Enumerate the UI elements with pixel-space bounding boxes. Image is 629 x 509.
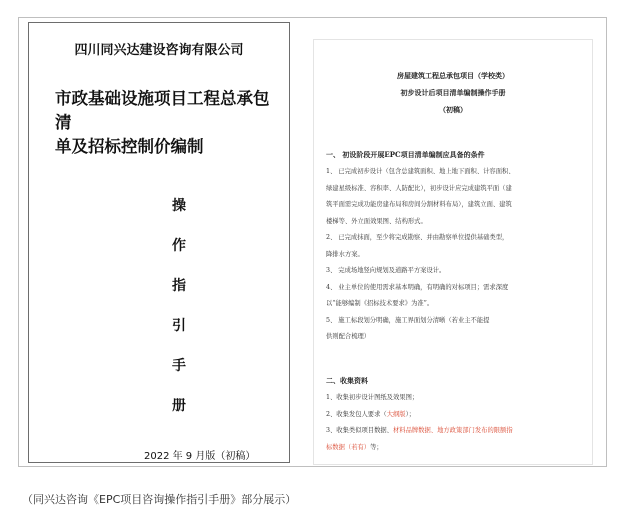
list-item: 3、 完成场地竖向规划及道路平方案设计。 [326, 267, 446, 274]
condition-list [326, 164, 586, 346]
list-item: 筑平面需完成功能房建布局和房间分割材料布局），建筑立面、建筑 [326, 201, 512, 208]
list-item: 以“能够编制《招标技术要求》为准”。 [326, 300, 434, 307]
list-item: 2、 已完成抹面，至少将完成勘察、并由勘察单位提供基础类型， [326, 234, 509, 241]
list-item [326, 440, 586, 457]
content-title-3: （初稿） [439, 105, 467, 114]
image-caption: （同兴达咨询《EPC项目咨询操作指引手册》部分展示） [22, 493, 297, 506]
section-heading-1: 一、 初设阶段开展EPC项目清单编制应具备的条件 [326, 150, 485, 159]
list-item: 1、 已完成初步设计（包含总建筑面积、地上地下面积、计容面积、 [326, 168, 515, 175]
list-item: 降排水方案。 [326, 250, 364, 258]
vertical-char: 手 [172, 358, 186, 374]
vertical-char: 引 [172, 318, 186, 334]
highlight-text: 标数据（若有） [326, 443, 371, 451]
vertical-char: 操 [172, 198, 186, 214]
list-item: 绿建星级标准、容积率、人防配比），初步设计应完成建筑平面（建 [326, 184, 512, 192]
manual-cover-page [28, 22, 290, 463]
highlight-text: 大纲版 [386, 410, 406, 418]
content-title-1: 房屋建筑工程总承包项目（学校类） [397, 71, 509, 80]
list-item: 1、收集初步设计图纸及效果图； [326, 394, 419, 401]
edition-date: 2022 年 9 月版（初稿） [144, 451, 256, 462]
list-item-text: 3、收集类似项目数据、 [326, 427, 393, 434]
vertical-title [167, 186, 191, 426]
list-item: 5、 施工标段划分明确，施工界面划分清晰（若业主不能提 [326, 316, 490, 324]
vertical-char: 册 [172, 398, 186, 414]
cover-title [55, 87, 277, 159]
manual-content-page [314, 40, 592, 464]
list-item: 楼梯等、外立面效果图、结构形式。 [326, 217, 427, 225]
cover-title-line1: 市政基础设施项目工程总承包清 [55, 89, 270, 132]
highlight-text: 材料品牌数据、地方政策部门发布的限额指 [392, 427, 513, 434]
list-item [326, 423, 586, 440]
vertical-char: 指 [172, 278, 186, 294]
list-item: 4、 业主单位的使用需求基本明确，有明确的对标项目；需求深度 [326, 283, 509, 291]
list-item-text: 2、收集发包人要求（ [326, 410, 387, 418]
cover-title-line2: 单及招标控制价编制 [55, 137, 204, 156]
vertical-char: 作 [172, 238, 186, 254]
list-item-text: 等； [370, 443, 383, 451]
list-item-text: ）； [405, 410, 416, 418]
section-heading-2: 二、收集资料 [326, 376, 368, 385]
company-name: 四川同兴达建设咨询有限公司 [74, 43, 244, 58]
list-item [326, 407, 586, 424]
list-item: 供则配合梳理） [326, 333, 371, 340]
collect-list [326, 390, 586, 456]
content-title-2: 初步设计后项目清单编制操作手册 [400, 88, 506, 97]
